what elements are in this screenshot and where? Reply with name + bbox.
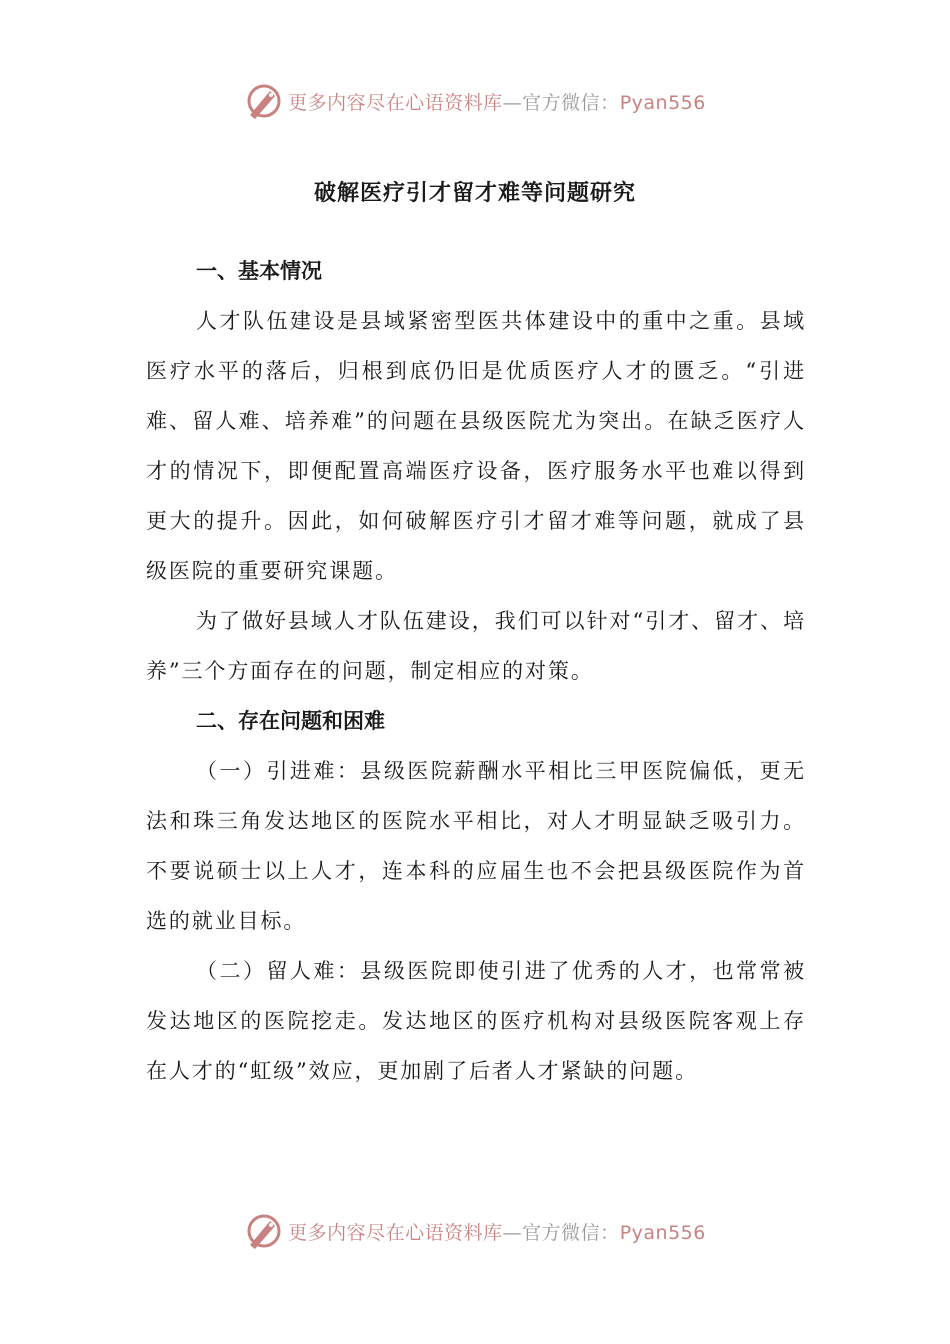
banner-text: 更多内容尽在心语资料库—官方微信：Pyan556 — [288, 91, 706, 114]
paragraph: 人才队伍建设是县域紧密型医共体建设中的重中之重。县域医疗水平的落后，归根到底仍旧是优质医疗人才的匮乏。“引进难、留人难、培养难”的问题在县级医院尤为突出。在缺乏医疗人才的情况下，即便配置高端医疗设备，医疗服务水平也难以得到更大的提升。因此，如何破解医疗引才留才难等问题，就成了县级医院的重要研究课题。 — [146, 309, 806, 583]
section-heading-problems: 二、存在问题和困难 — [196, 708, 385, 733]
paragraph: （二）留人难：县级医院即使引进了优秀的人才，也常常被发达地区的医院挖走。发达地区的医疗机构对县级医院客观上存在人才的“虹级”效应，更加剧了后者人才紧缺的问题。 — [146, 959, 806, 1083]
paragraph: 为了做好县域人才队伍建设，我们可以针对“引才、留才、培养”三个方面存在的问题，制定相应的对策。 — [146, 609, 806, 683]
section-heading-basic-situation: 一、基本情况 — [196, 258, 322, 283]
document-title: 破解医疗引才留才难等问题研究 — [313, 180, 636, 206]
footer-banner — [0, 1208, 950, 1254]
header-banner — [0, 78, 950, 124]
pen-nib-logo-icon — [244, 81, 284, 121]
banner-text: 更多内容尽在心语资料库—官方微信：Pyan556 — [288, 1221, 706, 1244]
pen-nib-logo-icon — [244, 1211, 284, 1251]
paragraph: （一）引进难：县级医院薪酬水平相比三甲医院偏低，更无法和珠三角发达地区的医院水平相比，对人才明显缺乏吸引力。不要说硕士以上人才，连本科的应届生也不会把县级医院作为首选的就业目标。 — [146, 759, 806, 933]
document-body — [146, 246, 806, 1096]
